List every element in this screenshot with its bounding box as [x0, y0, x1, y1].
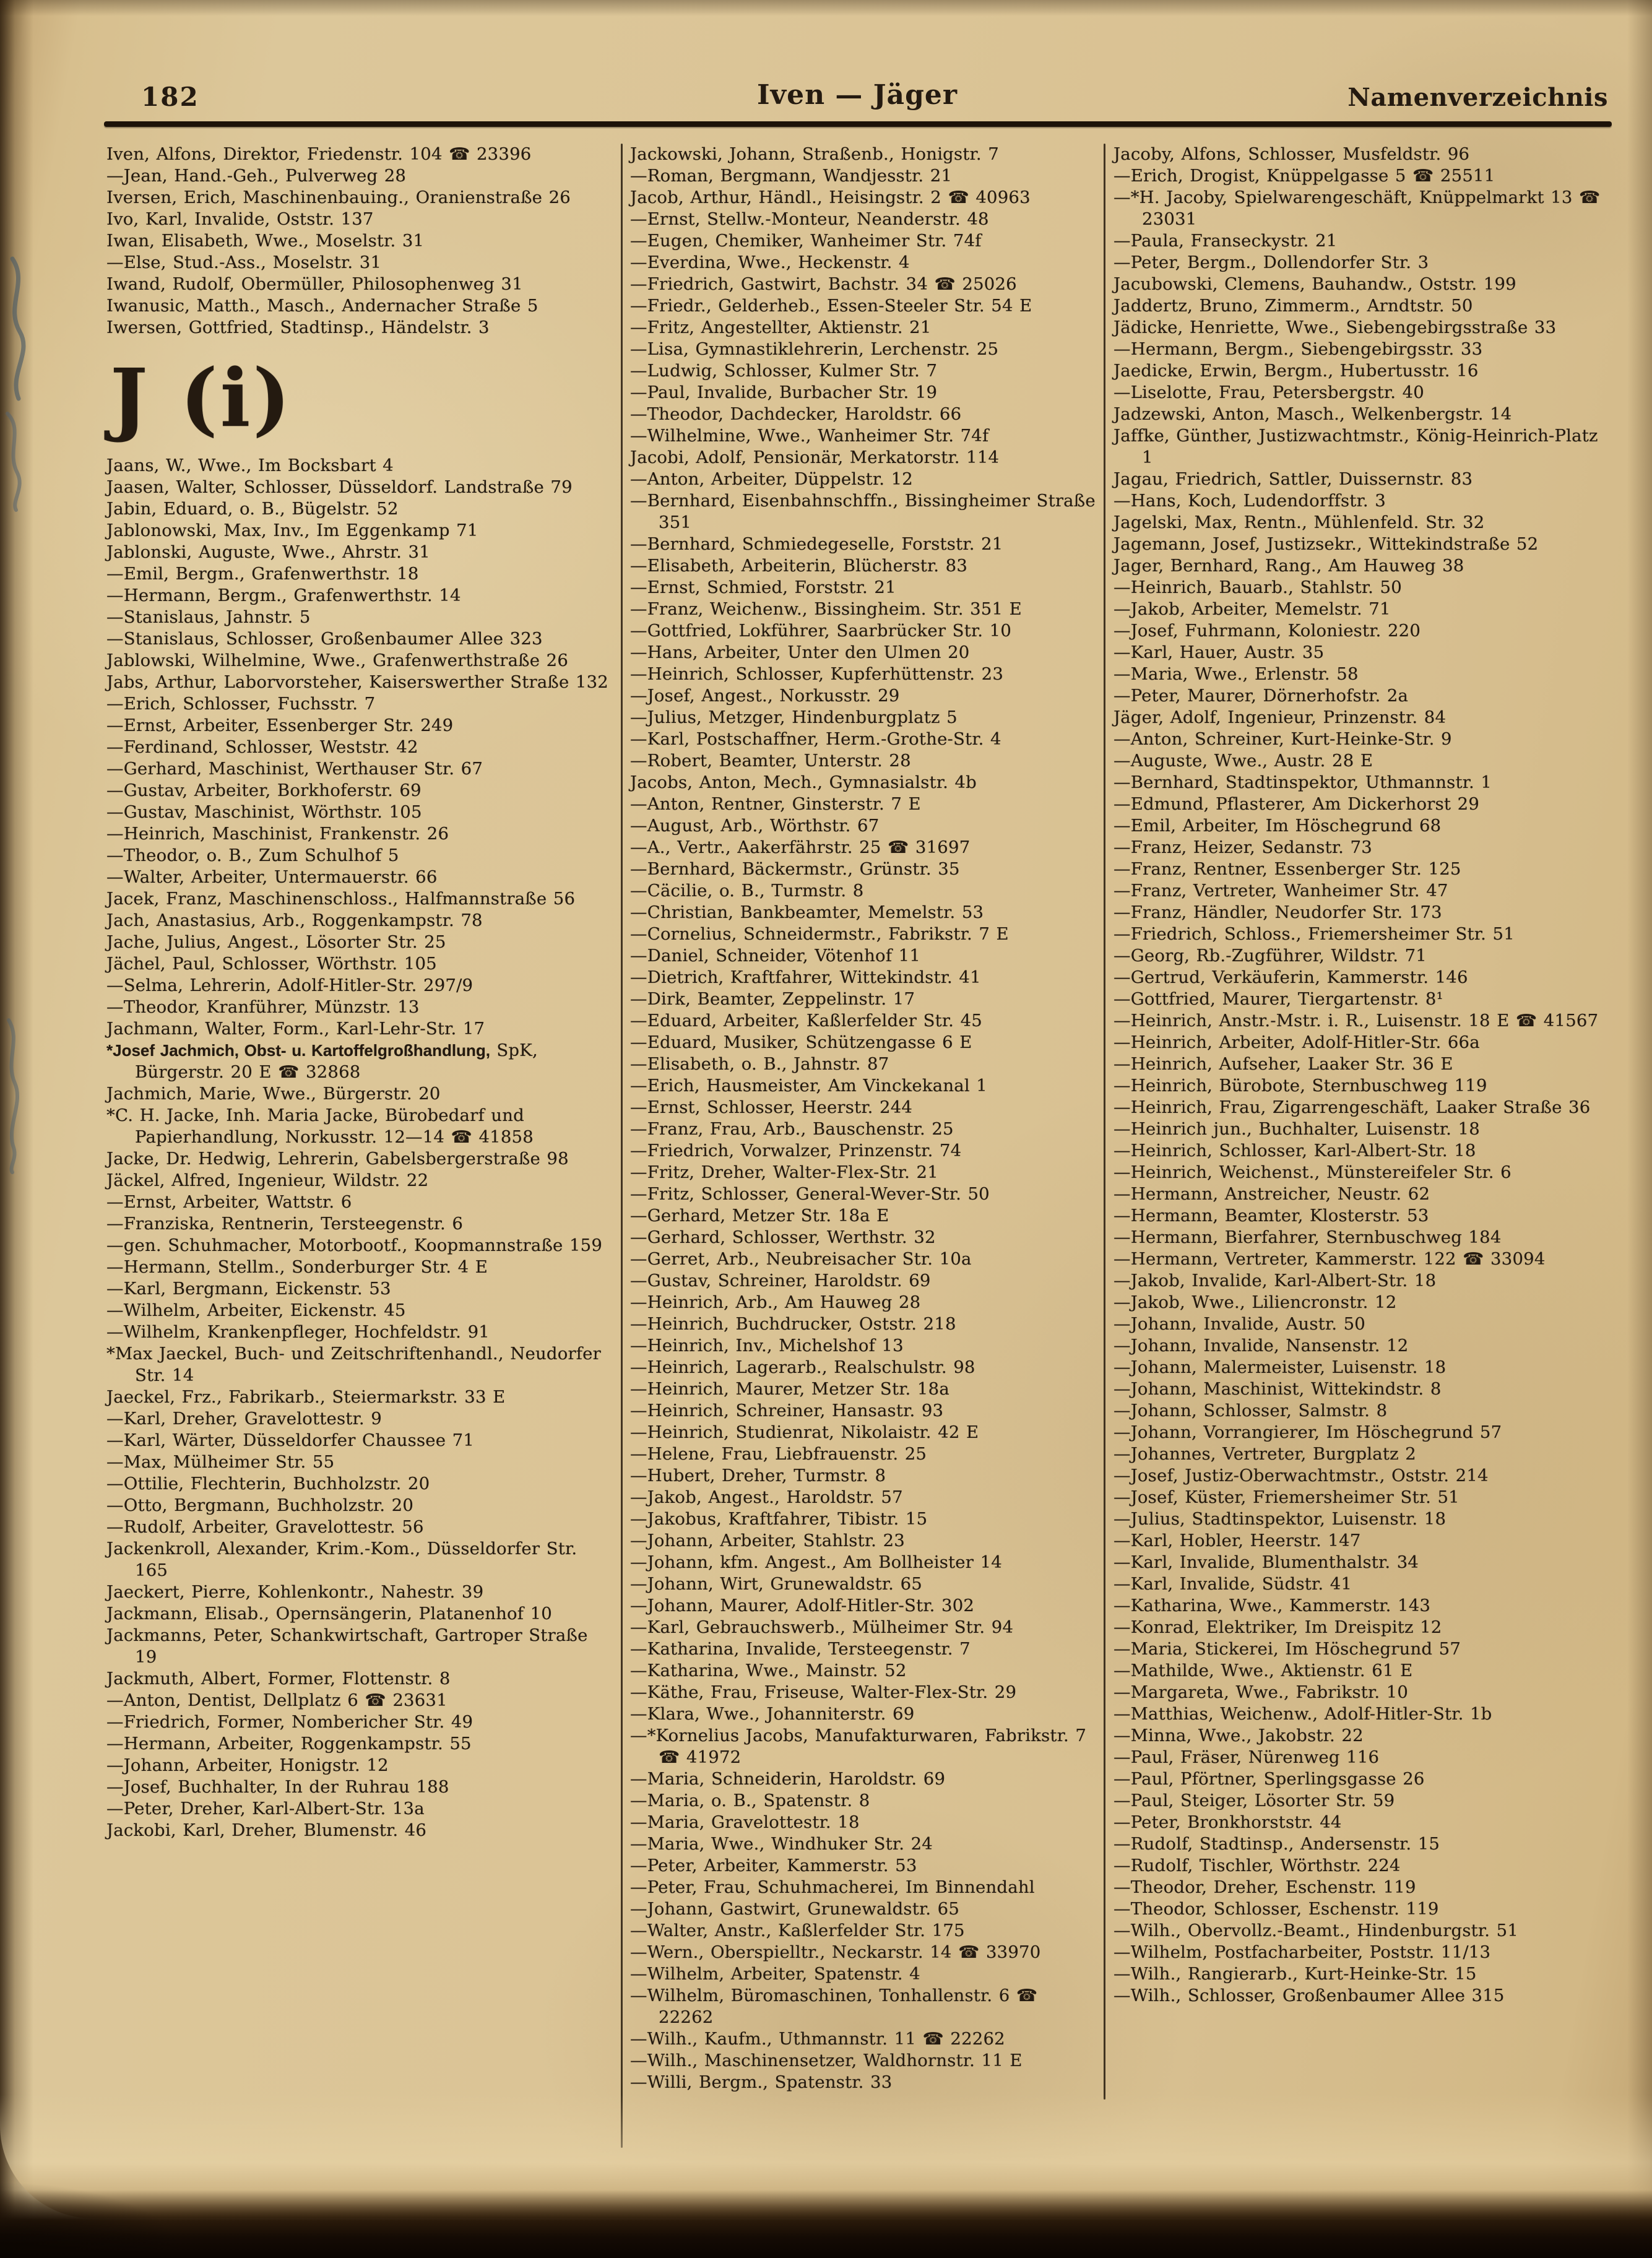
directory-entry: Iven, Alfons, Direktor, Friedenstr. 104 ☎ 23396 [106, 144, 532, 164]
directory-entry: —Wilhelm, Büromaschinen, Tonhallenstr. 6 ☎ 22262 [630, 1986, 1038, 2027]
directory-entry: —Wilh., Rangierarb., Kurt-Heinke-Str. 15 [1114, 1964, 1477, 1984]
directory-entry: —Gerhard, Maschinist, Werthauser Str. 67 [106, 759, 483, 779]
directory-entry: —Hermann, Stellm., Sonderburger Str. 4 E [106, 1257, 488, 1278]
directory-entry: —Hermann, Beamter, Klosterstr. 53 [1114, 1206, 1429, 1226]
directory-entry: —Heinrich jun., Buchhalter, Luisenstr. 18 [1114, 1119, 1480, 1139]
directory-entry: —Theodor, o. B., Zum Schulhof 5 [106, 846, 399, 866]
directory-entry: Jaeckert, Pierre, Kohlenkontr., Nahestr. 39 [106, 1582, 484, 1603]
directory-entry: —Else, Stud.-Ass., Moselstr. 31 [106, 253, 382, 272]
directory-entry: —Wilhelm, Arbeiter, Spatenstr. 4 [630, 1964, 920, 1984]
directory-entry: —Paul, Fräser, Nürenweg 116 [1114, 1747, 1380, 1767]
directory-entry: Jacubowski, Clemens, Bauhandw., Oststr. 199 [1114, 274, 1516, 294]
directory-entry: Jagelski, Max, Rentn., Mühlenfeld. Str. 32 [1114, 513, 1485, 532]
directory-entry: —Karl, Invalide, Südstr. 41 [1114, 1574, 1352, 1594]
directory-entry: —Anton, Arbeiter, Düppelstr. 12 [630, 469, 913, 489]
page-top-shadow [0, 0, 1652, 16]
directory-entry: Jackmann, Elisab., Opernsängerin, Platanenhof 10 [106, 1604, 552, 1624]
directory-entry: —Daniel, Schneider, Vötenhof 11 [630, 946, 921, 966]
directory-entry: —Franz, Frau, Arb., Bauschenstr. 25 [630, 1119, 954, 1139]
directory-entry: —*Kornelius Jacobs, Manufakturwaren, Fabrikstr. 7 ☎ 41972 [630, 1726, 1087, 1767]
directory-entry: —Heinrich, Schlosser, Karl-Albert-Str. 18 [1114, 1141, 1476, 1161]
directory-entry: Jabs, Arthur, Laborvorsteher, Kaiserswerther Straße 132 [106, 672, 609, 693]
directory-entry: —Heinrich, Anstr.-Mstr. i. R., Luisenstr. 18 E ☎ 41567 [1114, 1011, 1599, 1031]
directory-entry: —Matthias, Weichenw., Adolf-Hitler-Str. 1b [1114, 1704, 1492, 1724]
directory-entry: —Heinrich, Frau, Zigarrengeschäft, Laaker Straße 36 [1114, 1097, 1591, 1117]
directory-entry: —Karl, Hobler, Heerstr. 147 [1114, 1531, 1361, 1551]
directory-entry: Jaffke, Günther, Justizwachtmstr., König-Heinrich-Platz 1 [1114, 426, 1598, 467]
directory-entry: —Peter, Bergm., Dollendorfer Str. 3 [1114, 253, 1429, 272]
directory-entry: —Franziska, Rentnerin, Tersteegenstr. 6 [106, 1214, 464, 1234]
directory-entry: —Ernst, Schmied, Forststr. 21 [630, 577, 896, 597]
directory-entry: Jaans, W., Wwe., Im Bocksbart 4 [106, 456, 394, 476]
directory-entry: Jaedicke, Erwin, Bergm., Hubertusstr. 16 [1114, 361, 1479, 381]
directory-entry: —Friedrich, Former, Nombericher Str. 49 [106, 1712, 474, 1732]
directory-entry: —Dirk, Beamter, Zeppelinstr. 17 [630, 989, 915, 1009]
directory-entry: —Gottfried, Lokführer, Saarbrücker Str. 10 [630, 621, 1012, 641]
directory-entry: —Jakob, Angest., Haroldstr. 57 [630, 1487, 903, 1507]
directory-entry: Jabin, Eduard, o. B., Bügelstr. 52 [106, 499, 399, 519]
directory-entry: —Katharina, Wwe., Mainstr. 52 [630, 1661, 907, 1681]
directory-entry: —Heinrich, Schreiner, Hansastr. 93 [630, 1401, 944, 1421]
directory-entry: —Anton, Dentist, Dellplatz 6 ☎ 23631 [106, 1690, 448, 1711]
directory-entry: —Robert, Beamter, Unterstr. 28 [630, 751, 911, 771]
directory-entry: —Johann, Maschinist, Wittekindstr. 8 [1114, 1379, 1442, 1399]
directory-entry: —Gustav, Arbeiter, Borkhoferstr. 69 [106, 781, 422, 801]
page-right-shadow [1627, 0, 1652, 2258]
directory-entry: —Franz, Weichenw., Bissingheim. Str. 351 E [630, 599, 1022, 619]
book-bottom-corner-shadow [0, 2153, 260, 2258]
directory-entry: Jadzewski, Anton, Masch., Welkenbergstr. 14 [1114, 404, 1512, 424]
directory-entry: —Josef, Justiz-Oberwachtmstr., Oststr. 214 [1114, 1466, 1489, 1486]
directory-entry: —Max, Mülheimer Str. 55 [106, 1452, 335, 1473]
directory-entry: Jacob, Arthur, Händl., Heisingstr. 2 ☎ 40963 [630, 188, 1031, 207]
directory-entry: —Heinrich, Aufseher, Laaker Str. 36 E [1114, 1054, 1453, 1074]
directory-entry: —A., Vertr., Aakerfährstr. 25 ☎ 31697 [630, 837, 971, 857]
directory-entry: —Gottfried, Maurer, Tiergartenstr. 8¹ [1114, 989, 1443, 1009]
directory-entry: Jablonowski, Max, Inv., Im Eggenkamp 71 [106, 521, 478, 541]
directory-entry: —*H. Jacoby, Spielwarengeschäft, Knüppelmarkt 13 ☎ 23031 [1114, 188, 1601, 229]
directory-entry: —Rudolf, Stadtinsp., Andersenstr. 15 [1114, 1834, 1440, 1854]
directory-entry: —Lisa, Gymnastiklehrerin, Lerchenstr. 25 [630, 339, 999, 359]
directory-entry: Jädicke, Henriette, Wwe., Siebengebirgsstraße 33 [1114, 318, 1557, 337]
directory-entry: —Liselotte, Frau, Petersbergstr. 40 [1114, 383, 1424, 402]
directory-entry: —Theodor, Dachdecker, Haroldstr. 66 [630, 404, 962, 424]
directory-entry: —Klara, Wwe., Johanniterstr. 69 [630, 1704, 915, 1724]
column-divider [1104, 144, 1105, 2100]
directory-entry: —Heinrich, Bürobote, Sternbuschweg 119 [1114, 1076, 1487, 1096]
directory-entry: —Theodor, Schlosser, Eschenstr. 119 [1114, 1899, 1439, 1919]
directory-entry: —Ernst, Stellw.-Monteur, Neanderstr. 48 [630, 209, 989, 229]
directory-entry: —Stanislaus, Jahnstr. 5 [106, 607, 311, 628]
directory-entry: Jacoby, Alfons, Schlosser, Musfeldstr. 96 [1114, 144, 1470, 164]
directory-entry: —Jean, Hand.-Geh., Pulverweg 28 [106, 166, 407, 186]
directory-entry: —Gerret, Arb., Neubreisacher Str. 10a [630, 1249, 972, 1269]
page-number: 182 [141, 82, 199, 112]
margin-scribble-icon [0, 1015, 43, 1176]
directory-entry: —Johann, Invalide, Nansenstr. 12 [1114, 1336, 1409, 1356]
directory-entry: —Heinrich, Weichenst., Münstereifeler Str. 6 [1114, 1162, 1511, 1182]
directory-entry: —Eduard, Arbeiter, Kaßlerfelder Str. 45 [630, 1011, 982, 1031]
directory-entry: —Gerhard, Schlosser, Werthstr. 32 [630, 1227, 936, 1247]
directory-entry: Jaasen, Walter, Schlosser, Düsseldorf. Landstraße 79 [106, 477, 573, 498]
directory-entry: —Wilhelmine, Wwe., Wanheimer Str. 74f [630, 426, 989, 446]
directory-entry: —Theodor, Dreher, Eschenstr. 119 [1114, 1877, 1416, 1897]
directory-entry: —Franz, Vertreter, Wanheimer Str. 47 [1114, 881, 1448, 901]
directory-entry: —Josef, Fuhrmann, Koloniestr. 220 [1114, 621, 1421, 641]
directory-entry: —Auguste, Wwe., Austr. 28 E [1114, 751, 1373, 771]
directory-entry: —Helene, Frau, Liebfrauenstr. 25 [630, 1444, 927, 1464]
directory-entry: *Max Jaeckel, Buch- und Zeitschriftenhandl., Neudorfer Str. 14 [106, 1344, 602, 1386]
directory-entry: Iwan, Elisabeth, Wwe., Moselstr. 31 [106, 231, 425, 251]
directory-entry: —Karl, Hauer, Austr. 35 [1114, 642, 1325, 662]
directory-entry: —Emil, Bergm., Grafenwerthstr. 18 [106, 564, 419, 584]
header-rule [104, 121, 1612, 127]
directory-entry: —Maria, Schneiderin, Haroldstr. 69 [630, 1769, 946, 1789]
directory-entry: —Dietrich, Kraftfahrer, Wittekindstr. 41 [630, 967, 981, 987]
directory-entry: —Johann, Schlosser, Salmstr. 8 [1114, 1401, 1388, 1421]
directory-entry: Jach, Anastasius, Arb., Roggenkampstr. 78 [106, 911, 483, 931]
directory-entry: —Johann, Wirt, Grunewaldstr. 65 [630, 1574, 922, 1594]
section-heading: J (i) [110, 352, 293, 445]
directory-entry: Jablowski, Wilhelmine, Wwe., Grafenwerthstraße 26 [106, 651, 569, 671]
directory-entry: —Franz, Händler, Neudorfer Str. 173 [1114, 902, 1442, 922]
directory-entry: —Christian, Bankbeamter, Memelstr. 53 [630, 902, 984, 922]
directory-entry: —Peter, Dreher, Karl-Albert-Str. 13a [106, 1799, 425, 1819]
directory-entry: —Gertrud, Verkäuferin, Kammerstr. 146 [1114, 967, 1468, 987]
directory-entry: —Gerhard, Metzer Str. 18a E [630, 1206, 889, 1226]
directory-entry: —Ludwig, Schlosser, Kulmer Str. 7 [630, 361, 938, 381]
directory-entry: —Fritz, Schlosser, General-Wever-Str. 50 [630, 1184, 990, 1204]
directory-entry: —Jakobus, Kraftfahrer, Tibistr. 15 [630, 1509, 928, 1529]
directory-entry-bold-name: *Josef Jachmich, Obst- u. Kartoffelgroßhandlung, [106, 1041, 490, 1060]
directory-entry: *Josef Jachmich, Obst- u. Kartoffelgroßhandlung, SpK, Bürgerstr. 20 E ☎ 32868 [106, 1040, 538, 1083]
directory-entry: —Ernst, Arbeiter, Essenberger Str. 249 [106, 716, 454, 736]
directory-entry: —Käthe, Frau, Friseuse, Walter-Flex-Str. 29 [630, 1682, 1017, 1702]
directory-entry: —Bernhard, Schmiedegeselle, Forststr. 21 [630, 534, 1003, 554]
directory-entry: —Georg, Rb.-Zugführer, Wildstr. 71 [1114, 946, 1427, 966]
directory-entry: —Maria, Wwe., Windhuker Str. 24 [630, 1834, 933, 1854]
directory-entry: —Johann, Maurer, Adolf-Hitler-Str. 302 [630, 1596, 975, 1616]
directory-entry: —Bernhard, Eisenbahnschffn., Bissingheimer Straße 351 [630, 491, 1096, 532]
directory-entry: —Erich, Schlosser, Fuchsstr. 7 [106, 694, 376, 714]
directory-entry: —Johann, Malermeister, Luisenstr. 18 [1114, 1357, 1447, 1377]
directory-entry: —Elisabeth, o. B., Jahnstr. 87 [630, 1054, 889, 1074]
directory-entry: —Julius, Stadtinspektor, Luisenstr. 18 [1114, 1509, 1447, 1529]
directory-entry: —Hermann, Bergm., Grafenwerthstr. 14 [106, 586, 461, 606]
directory-entry: Jacke, Dr. Hedwig, Lehrerin, Gabelsbergerstraße 98 [106, 1149, 569, 1169]
directory-entry: —Hans, Koch, Ludendorffstr. 3 [1114, 491, 1386, 511]
directory-entry: —Konrad, Elektriker, Im Dreispitz 12 [1114, 1617, 1442, 1637]
directory-entry: —Johann, Arbeiter, Stahlstr. 23 [630, 1531, 905, 1551]
directory-entry: —Wilh., Schlosser, Großenbaumer Allee 315 [1114, 1986, 1505, 2005]
directory-entry: —Karl, Bergmann, Eickenstr. 53 [106, 1279, 391, 1299]
directory-entry: —Heinrich, Maurer, Metzer Str. 18a [630, 1379, 949, 1399]
directory-column-1 [106, 144, 615, 1841]
directory-entry: —Johann, Invalide, Austr. 50 [1114, 1314, 1365, 1334]
directory-entry: Jager, Bernhard, Rang., Am Hauweg 38 [1114, 556, 1464, 576]
directory-entry: Iwersen, Gottfried, Stadtinsp., Händelstr. 3 [106, 318, 490, 337]
directory-entry: —Ernst, Schlosser, Heerstr. 244 [630, 1097, 913, 1117]
directory-entry: —Friedrich, Schloss., Friemersheimer Str. 51 [1114, 924, 1515, 944]
directory-entry: Jachmann, Walter, Form., Karl-Lehr-Str. 17 [106, 1019, 485, 1039]
directory-entry: —Eugen, Chemiker, Wanheimer Str. 74f [630, 231, 982, 251]
directory-entry: —Franz, Heizer, Sedanstr. 73 [1114, 837, 1372, 857]
directory-entry: —Rudolf, Arbeiter, Gravelottestr. 56 [106, 1517, 424, 1538]
directory-entry: Jacobs, Anton, Mech., Gymnasialstr. 4b [630, 772, 977, 792]
directory-entry: —Katharina, Invalide, Tersteegenstr. 7 [630, 1639, 971, 1659]
directory-entry: —Elisabeth, Arbeiterin, Blücherstr. 83 [630, 556, 968, 576]
directory-entry: —Maria, Stickerei, Im Höschegrund 57 [1114, 1639, 1461, 1659]
directory-entry: *C. H. Jacke, Inh. Maria Jacke, Bürobedarf und Papierhandlung, Norkusstr. 12—14 ☎ 41858 [106, 1105, 534, 1148]
directory-entry: Jackobi, Karl, Dreher, Blumenstr. 46 [106, 1820, 427, 1841]
directory-entry: —Hermann, Bierfahrer, Sternbuschweg 184 [1114, 1227, 1502, 1247]
directory-entry: —Maria, Gravelottestr. 18 [630, 1812, 860, 1832]
directory-entry: —Stanislaus, Schlosser, Großenbaumer Allee 323 [106, 629, 543, 649]
directory-entry: —Jakob, Wwe., Liliencronstr. 12 [1114, 1292, 1397, 1312]
directory-entry: Jäckel, Alfred, Ingenieur, Wildstr. 22 [106, 1170, 429, 1191]
page-corner-label: Namenverzeichnis [1347, 83, 1608, 112]
directory-entry: —Cäcilie, o. B., Turmstr. 8 [630, 881, 864, 901]
directory-entry: —Erich, Hausmeister, Am Vinckekanal 1 [630, 1076, 988, 1096]
directory-entry: Iversen, Erich, Maschinenbauing., Oranienstraße 26 [106, 188, 571, 207]
directory-entry: —Peter, Maurer, Dörnerhofstr. 2a [1114, 686, 1409, 706]
directory-entry: —Willi, Bergm., Spatenstr. 33 [630, 2072, 893, 2092]
directory-entry: —gen. Schuhmacher, Motorbootf., Koopmannstraße 159 [106, 1235, 603, 1256]
directory-entry: —Friedrich, Vorwalzer, Prinzenstr. 74 [630, 1141, 962, 1161]
directory-entry: Ivo, Karl, Invalide, Oststr. 137 [106, 209, 374, 229]
directory-entry: —Fritz, Angestellter, Aktienstr. 21 [630, 318, 932, 337]
directory-entry: —Wilhelm, Postfacharbeiter, Poststr. 11/13 [1114, 1942, 1491, 1962]
directory-entry: —Rudolf, Tischler, Wörthstr. 224 [1114, 1856, 1401, 1875]
directory-entry: —Bernhard, Stadtinspektor, Uthmannstr. 1 [1114, 772, 1492, 792]
directory-entry: —Mathilde, Wwe., Aktienstr. 61 E [1114, 1661, 1413, 1681]
directory-entry: —Anton, Rentner, Ginsterstr. 7 E [630, 794, 921, 814]
directory-entry: —Johann, Gastwirt, Grunewaldstr. 65 [630, 1899, 960, 1919]
directory-entry: —Hermann, Anstreicher, Neustr. 62 [1114, 1184, 1430, 1204]
directory-entry: —Wern., Oberspielltr., Neckarstr. 14 ☎ 33970 [630, 1942, 1041, 1962]
directory-entry: Iwanusic, Matth., Masch., Andernacher Straße 5 [106, 296, 538, 316]
directory-entry: —Paul, Invalide, Burbacher Str. 19 [630, 383, 938, 402]
directory-entry: Jachmich, Marie, Wwe., Bürgerstr. 20 [106, 1084, 441, 1104]
directory-entry: —Hubert, Dreher, Turmstr. 8 [630, 1466, 886, 1486]
directory-entry: —Karl, Gebrauchswerb., Mülheimer Str. 94 [630, 1617, 1014, 1637]
directory-entry: —Selma, Lehrerin, Adolf-Hitler-Str. 297/9 [106, 975, 474, 996]
directory-entry: Jäger, Adolf, Ingenieur, Prinzenstr. 84 [1114, 707, 1447, 727]
directory-entry: —Wilhelm, Arbeiter, Eickenstr. 45 [106, 1300, 406, 1321]
directory-entry: —Heinrich, Arbeiter, Adolf-Hitler-Str. 66a [1114, 1032, 1480, 1052]
directory-entry: Jacobi, Adolf, Pensionär, Merkatorstr. 114 [630, 448, 1000, 467]
directory-entry: —Friedrich, Gastwirt, Bachstr. 34 ☎ 25026 [630, 274, 1017, 294]
directory-entry: —Paula, Franseckystr. 21 [1114, 231, 1338, 251]
directory-entry: —Josef, Buchhalter, In der Ruhrau 188 [106, 1777, 449, 1797]
directory-entry: —Hermann, Arbeiter, Roggenkampstr. 55 [106, 1734, 472, 1754]
directory-entry: —Hermann, Bergm., Siebengebirgsstr. 33 [1114, 339, 1483, 359]
directory-entry: —Maria, Wwe., Erlenstr. 58 [1114, 664, 1359, 684]
directory-entry: —Paul, Pförtner, Sperlingsgasse 26 [1114, 1769, 1425, 1789]
directory-entry: —Johann, Arbeiter, Honigstr. 12 [106, 1755, 389, 1776]
directory-entry: —Erich, Drogist, Knüppelgasse 5 ☎ 25511 [1114, 166, 1495, 186]
directory-columns [106, 144, 1617, 2148]
directory-entry: —Everdina, Wwe., Heckenstr. 4 [630, 253, 910, 272]
directory-entry: —Karl, Invalide, Blumenthalstr. 34 [1114, 1552, 1419, 1572]
directory-entry: —Friedr., Gelderheb., Essen-Steeler Str. 54 E [630, 296, 1032, 316]
directory-entry: Jaddertz, Bruno, Zimmerm., Arndtstr. 50 [1114, 296, 1473, 316]
directory-entry: Jackmanns, Peter, Schankwirtschaft, Gartroper Straße 19 [106, 1625, 588, 1668]
directory-entry: —Jakob, Arbeiter, Memelstr. 71 [1114, 599, 1391, 619]
directory-entry: —Heinrich, Inv., Michelshof 13 [630, 1336, 904, 1356]
directory-entry: —Wilh., Maschinensetzer, Waldhornstr. 11 E [630, 2051, 1023, 2070]
directory-entry: Jagau, Friedrich, Sattler, Duissernstr. 83 [1114, 469, 1473, 489]
directory-entry: —Heinrich, Studienrat, Nikolaistr. 42 E [630, 1422, 979, 1442]
directory-entry: —Roman, Bergmann, Wandjesstr. 21 [630, 166, 953, 186]
directory-entry: —Julius, Metzger, Hindenburgplatz 5 [630, 707, 958, 727]
directory-entry: —Franz, Rentner, Essenberger Str. 125 [1114, 859, 1461, 879]
directory-entry: —Jakob, Invalide, Karl-Albert-Str. 18 [1114, 1271, 1437, 1291]
directory-entry: —Heinrich, Arb., Am Hauweg 28 [630, 1292, 921, 1312]
directory-entry: —Peter, Arbeiter, Kammerstr. 53 [630, 1856, 917, 1875]
page-title: Iven — Jäger [756, 79, 958, 111]
margin-scribble-icon [1, 253, 57, 513]
directory-entry: —Margareta, Wwe., Fabrikstr. 10 [1114, 1682, 1409, 1702]
directory-entry: —Hermann, Vertreter, Kammerstr. 122 ☎ 33094 [1114, 1249, 1546, 1269]
directory-entry: —Bernhard, Bäckermstr., Grünstr. 35 [630, 859, 960, 879]
directory-entry: —Katharina, Wwe., Kammerstr. 143 [1114, 1596, 1431, 1616]
directory-entry: Jächel, Paul, Schlosser, Wörthstr. 105 [106, 954, 437, 974]
directory-entry: —Johannes, Vertreter, Burgplatz 2 [1114, 1444, 1416, 1464]
directory-entry: —Emil, Arbeiter, Im Höschegrund 68 [1114, 816, 1442, 836]
directory-entry: —Johann, kfm. Angest., Am Bollheister 14 [630, 1552, 1002, 1572]
directory-entry: —Eduard, Musiker, Schützengasse 6 E [630, 1032, 972, 1052]
directory-entry: —Ernst, Arbeiter, Wattstr. 6 [106, 1192, 352, 1213]
directory-entry: —Edmund, Pflasterer, Am Dickerhorst 29 [1114, 794, 1480, 814]
directory-entry: —Karl, Dreher, Gravelottestr. 9 [106, 1409, 382, 1429]
column-divider [621, 144, 623, 2148]
directory-entry: —Heinrich, Buchdrucker, Oststr. 218 [630, 1314, 956, 1334]
directory-entry: Jaeckel, Frz., Fabrikarb., Steiermarkstr. 33 E [106, 1387, 506, 1408]
directory-entry: —Minna, Wwe., Jakobstr. 22 [1114, 1726, 1364, 1745]
directory-entry: —Ferdinand, Schlosser, Weststr. 42 [106, 737, 418, 758]
directory-entry: —August, Arb., Wörthstr. 67 [630, 816, 880, 836]
directory-entry: —Heinrich, Maschinist, Frankenstr. 26 [106, 824, 449, 844]
directory-entry: —Anton, Schreiner, Kurt-Heinke-Str. 9 [1114, 729, 1452, 749]
directory-column-3 [1114, 144, 1606, 2007]
directory-entry: —Otto, Bergmann, Buchholzstr. 20 [106, 1495, 414, 1516]
directory-entry: —Wilh., Obervollz.-Beamt., Hindenburgstr. 51 [1114, 1921, 1519, 1940]
directory-entry: —Peter, Frau, Schuhmacherei, Im Binnendahl [630, 1877, 1035, 1897]
directory-entry: Jackowski, Johann, Straßenb., Honigstr. 7 [630, 144, 999, 164]
directory-entry: —Karl, Postschaffner, Herm.-Grothe-Str. 4 [630, 729, 1001, 749]
directory-entry: Jache, Julius, Angest., Lösorter Str. 25 [106, 932, 446, 953]
directory-entry: —Maria, o. B., Spatenstr. 8 [630, 1791, 870, 1810]
directory-entry: —Theodor, Kranführer, Münzstr. 13 [106, 997, 420, 1018]
directory-entry: —Gustav, Schreiner, Haroldstr. 69 [630, 1271, 931, 1291]
directory-entry: —Walter, Anstr., Kaßlerfelder Str. 175 [630, 1921, 965, 1940]
directory-entry: —Ottilie, Flechterin, Buchholzstr. 20 [106, 1474, 430, 1494]
directory-entry: —Johann, Vorrangierer, Im Höschegrund 57 [1114, 1422, 1502, 1442]
directory-entry: —Heinrich, Schlosser, Kupferhüttenstr. 23 [630, 664, 1004, 684]
directory-entry: —Hans, Arbeiter, Unter den Ulmen 20 [630, 642, 970, 662]
page-header [105, 79, 1609, 115]
directory-entry: —Walter, Arbeiter, Untermauerstr. 66 [106, 867, 438, 888]
directory-entry: —Paul, Steiger, Lösorter Str. 59 [1114, 1791, 1395, 1810]
directory-entry: Jablonski, Auguste, Wwe., Ahrstr. 31 [106, 542, 430, 563]
directory-entry: —Gustav, Maschinist, Wörthstr. 105 [106, 802, 422, 823]
directory-column-2 [630, 144, 1098, 2093]
directory-entry: —Heinrich, Lagerarb., Realschulstr. 98 [630, 1357, 975, 1377]
directory-entry: Iwand, Rudolf, Obermüller, Philosophenweg 31 [106, 274, 523, 294]
directory-entry: —Wilh., Kaufm., Uthmannstr. 11 ☎ 22262 [630, 2029, 1005, 2049]
directory-entry: Jackenkroll, Alexander, Krim.-Kom., Düsseldorfer Str. 165 [106, 1539, 577, 1581]
directory-entry: Jackmuth, Albert, Former, Flottenstr. 8 [106, 1669, 451, 1689]
directory-entry: —Fritz, Dreher, Walter-Flex-Str. 21 [630, 1162, 938, 1182]
directory-entry: —Wilhelm, Krankenpfleger, Hochfeldstr. 91 [106, 1322, 490, 1343]
directory-entry: —Heinrich, Bauarb., Stahlstr. 50 [1114, 577, 1402, 597]
directory-entry: —Josef, Küster, Friemersheimer Str. 51 [1114, 1487, 1460, 1507]
directory-entry: —Peter, Bronkhorststr. 44 [1114, 1812, 1342, 1832]
directory-entry: —Karl, Wärter, Düsseldorfer Chaussee 71 [106, 1430, 475, 1451]
directory-entry: Jagemann, Josef, Justizsekr., Wittekindstraße 52 [1114, 534, 1539, 554]
directory-entry: Jacek, Franz, Maschinenschloss., Halfmannstraße 56 [106, 889, 576, 909]
directory-entry: —Cornelius, Schneidermstr., Fabrikstr. 7 E [630, 924, 1009, 944]
directory-entry: —Josef, Angest., Norkusstr. 29 [630, 686, 900, 706]
